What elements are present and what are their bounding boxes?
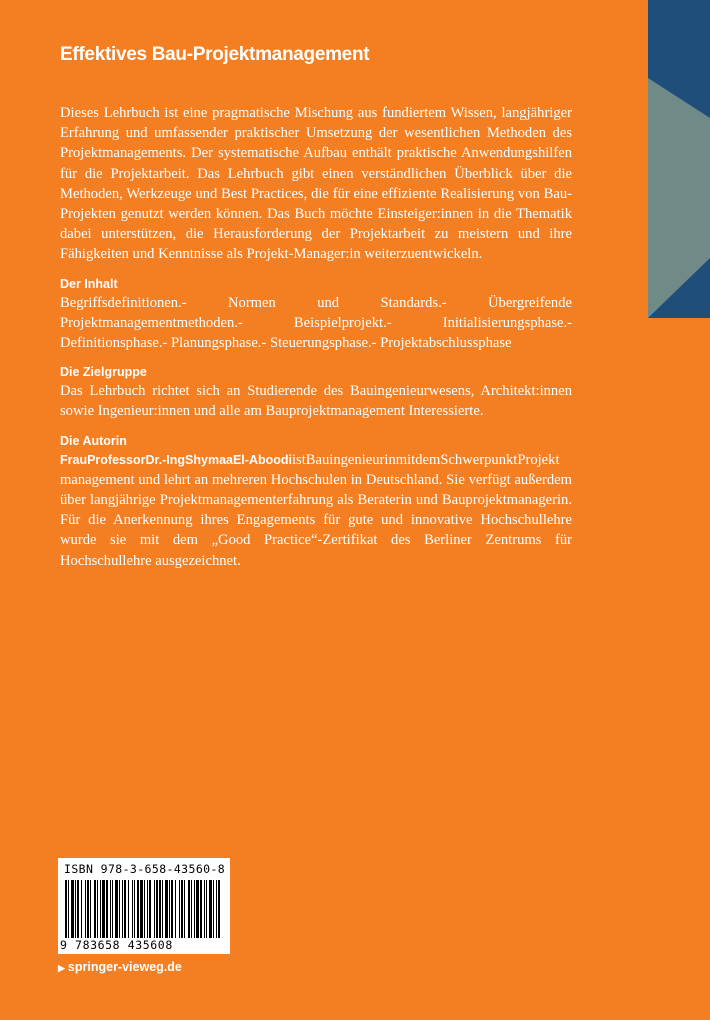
barcode-bar xyxy=(65,880,67,938)
barcode-bar xyxy=(206,880,207,938)
description-block xyxy=(60,103,572,571)
barcode-bar xyxy=(137,880,139,938)
barcode xyxy=(64,880,224,938)
author-name: FrauProfessorDr.-IngShymaaEl-Aboodi xyxy=(60,452,292,467)
barcode-bar xyxy=(119,880,120,938)
barcode-bar xyxy=(200,880,202,938)
barcode-bar xyxy=(85,880,86,938)
barcode-bar xyxy=(128,880,129,938)
contents-text: Begriffsdefinitionen.- Normen und Standards.- Übergreifende Projektmanagementmethoden.- Beispielprojekt.- Initialisierungsphase.- Definitionsphase.- Planungsphase.- Steuerungsphase.- Projektabschlussphase xyxy=(60,294,572,352)
barcode-bar xyxy=(81,880,82,938)
barcode-bar xyxy=(75,880,76,938)
barcode-bar xyxy=(124,880,126,938)
author-text: istBauingenieurinmitdemSchwerpunktProjekt management und lehrt an mehreren Hochschulen in Deutschland. Sie verfügt außerdem über langjährige Projektmanagementerfahrung als Beraterin und Bauprojektmanagerin. Für die Anerkennung ihres Engagements für gute und innovative Hochschullehre wurde sie mit dem „Good Practice“-Zertifikat des Berliner Zentrums für Hochschullehre ausgezeichnet. xyxy=(60,451,572,569)
barcode-bar xyxy=(102,880,105,938)
barcode-bar xyxy=(171,880,173,938)
barcode-bar xyxy=(134,880,135,938)
barcode-bar xyxy=(218,880,220,938)
isbn-label: ISBN 978-3-658-43560-8 xyxy=(64,862,226,876)
barcode-bar xyxy=(77,880,79,938)
barcode-bar xyxy=(204,880,205,938)
barcode-bar xyxy=(194,880,195,938)
publisher-url-text: springer-vieweg.de xyxy=(67,960,182,974)
audience-text: Das Lehrbuch richtet sich an Studierende des Bauingenieurwesens, Architekt:innen sowie Ingenieur:innen und alle am Bauprojektmanagement Interessierte. xyxy=(60,383,572,420)
barcode-bar xyxy=(216,880,217,938)
author-heading: Die Autorin xyxy=(60,433,127,448)
barcode-bar xyxy=(71,880,74,938)
barcode-bar xyxy=(181,880,183,938)
barcode-bar xyxy=(112,880,113,938)
barcode-bar xyxy=(90,880,91,938)
barcode-bar xyxy=(97,880,98,938)
barcode-bar xyxy=(106,880,108,938)
corner-graphic xyxy=(648,0,710,318)
barcode-bar xyxy=(122,880,123,938)
barcode-bar xyxy=(162,880,163,938)
barcode-bar xyxy=(179,880,180,938)
audience-heading: Die Zielgruppe xyxy=(60,365,147,380)
barcode-bar xyxy=(144,880,145,938)
barcode-bar xyxy=(209,880,212,938)
barcode-bar xyxy=(68,880,69,938)
barcode-bar xyxy=(140,880,143,938)
author-paragraph xyxy=(60,450,572,571)
barcode-bar xyxy=(184,880,185,938)
barcode-bar xyxy=(154,880,155,938)
intro-paragraph: Dieses Lehrbuch ist eine pragmatische Mischung aus fundiertem Wissen, langjähriger Erfahrung und umfassender praktischer Umsetzung der wesentlichen Methoden des Projektmanagements. Der systematische Aufbau enthält praktische Anwendungshilfen für die Projektarbeit. Das Lehrbuch gibt einen verständlichen Überblick über die Methoden, Werkzeuge und Best Practices, die für eine effiziente Realisierung von Bau-Projekten genutzt werden können. Das Buch möchte Einsteiger:innen in die Thematik dabei unterstützen, die Herausforderung der Projektarbeit zu meistern und ihre Fähigkeiten und Kenntnisse als Projekt-Manager:in weiterzuentwickeln. xyxy=(60,105,572,263)
barcode-bar xyxy=(132,880,133,938)
barcode-bar xyxy=(147,880,148,938)
barcode-bar xyxy=(149,880,151,938)
barcode-bar xyxy=(159,880,161,938)
barcode-digits: 9 783658 435608 xyxy=(60,938,173,952)
barcode-bar xyxy=(188,880,190,938)
barcode-bar xyxy=(165,880,168,938)
barcode-bar xyxy=(115,880,118,938)
barcode-bar xyxy=(213,880,214,938)
arrow-right-icon: ▶ xyxy=(58,963,65,973)
barcode-bar xyxy=(94,880,96,938)
contents-heading: Der Inhalt xyxy=(60,276,118,291)
isbn-barcode-box xyxy=(58,858,230,954)
barcode-bar xyxy=(169,880,170,938)
barcode-bar xyxy=(156,880,158,938)
publisher-url[interactable] xyxy=(58,960,182,974)
barcode-bar xyxy=(100,880,101,938)
barcode-bar xyxy=(110,880,111,938)
barcode-bar xyxy=(196,880,199,938)
barcode-bar xyxy=(87,880,89,938)
barcode-bar xyxy=(191,880,192,938)
back-cover-title: Effektives Bau-Projektmanagement xyxy=(60,44,370,65)
barcode-bar xyxy=(175,880,176,938)
